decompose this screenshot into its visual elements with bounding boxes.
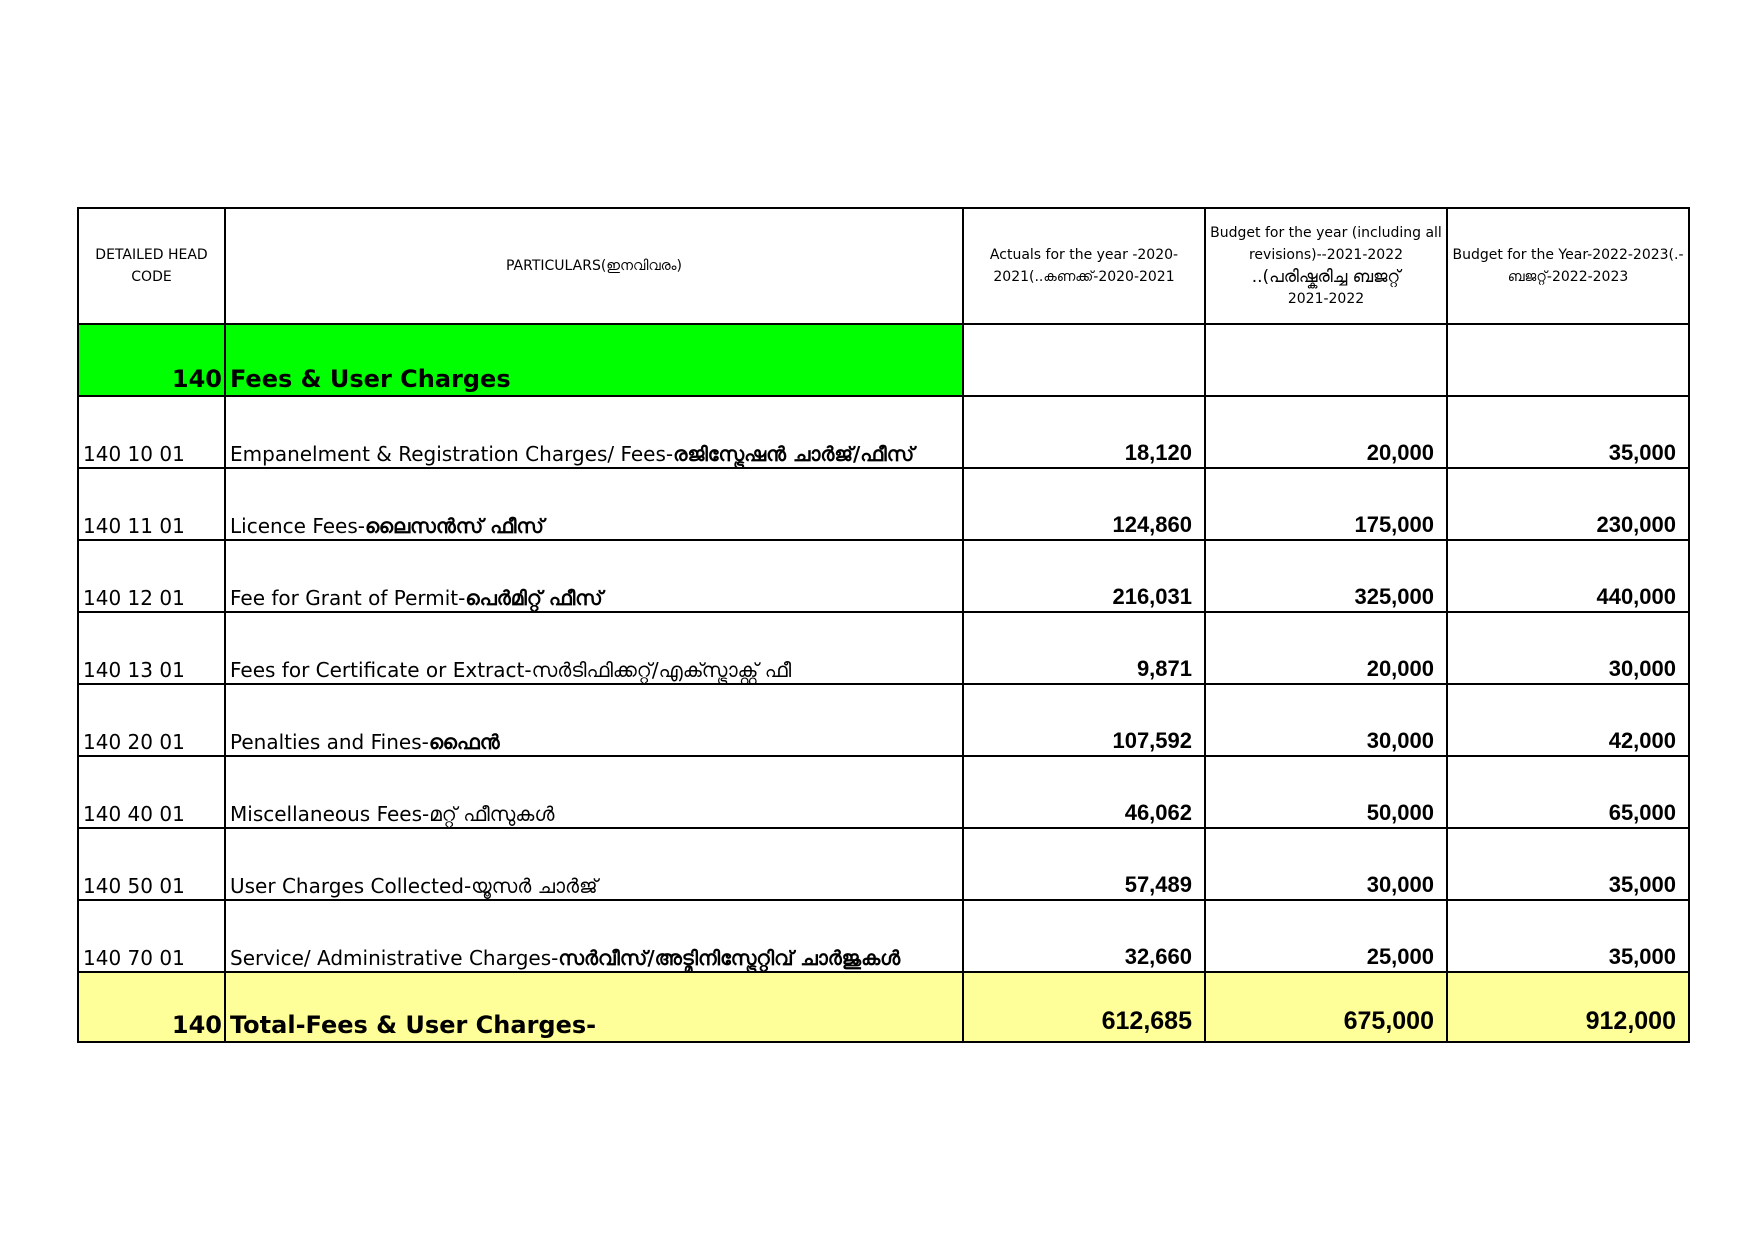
table-row (78, 468, 1689, 540)
row-label-en: Licence Fees- (230, 514, 365, 538)
row-budget-next: 42,000 (1447, 684, 1689, 756)
row-particulars (225, 468, 963, 540)
row-particulars (225, 540, 963, 612)
row-label-ml: പെർമിറ്റ് ഫീസ് (465, 586, 603, 610)
table-row (78, 540, 1689, 612)
row-code: 140 12 01 (78, 540, 225, 612)
row-label-en: Service/ Administrative Charges- (230, 946, 559, 970)
row-label-ml: രജിസ്ട്രേഷൻ ചാർജ്/ഫീസ് (673, 442, 915, 466)
section-budget-next-cell (1447, 324, 1689, 396)
total-label: Total-Fees & User Charges- (225, 972, 963, 1042)
table-row (78, 684, 1689, 756)
header-row (78, 208, 1689, 324)
section-title: Fees & User Charges (225, 324, 963, 396)
row-label-ml: മറ്റ് ഫീസുകൾ (429, 802, 555, 826)
row-budget-next: 30,000 (1447, 612, 1689, 684)
table-row (78, 828, 1689, 900)
row-label-ml: സർടിഫിക്കറ്റ്/എക്സ്ട്രാക്റ്റ് ഫീ (531, 658, 792, 682)
row-particulars (225, 612, 963, 684)
total-code: 140 (78, 972, 225, 1042)
row-label-ml: ലൈസൻസ് ഫീസ് (365, 514, 544, 538)
table-row (78, 900, 1689, 972)
row-budget-current: 175,000 (1205, 468, 1447, 540)
row-particulars (225, 756, 963, 828)
row-budget-next: 65,000 (1447, 756, 1689, 828)
budget-table (77, 207, 1690, 1043)
row-code: 140 11 01 (78, 468, 225, 540)
header-particulars: PARTICULARS(ഇനവിവരം) (225, 208, 963, 324)
row-actuals: 32,660 (963, 900, 1205, 972)
row-actuals: 18,120 (963, 396, 1205, 468)
total-budget-current: 675,000 (1205, 972, 1447, 1042)
row-budget-next: 35,000 (1447, 828, 1689, 900)
table-row (78, 612, 1689, 684)
total-actuals: 612,685 (963, 972, 1205, 1042)
row-label-en: Fee for Grant of Permit- (230, 586, 466, 610)
header-budget-current (1205, 208, 1447, 324)
row-code: 140 70 01 (78, 900, 225, 972)
row-particulars (225, 828, 963, 900)
row-budget-next: 230,000 (1447, 468, 1689, 540)
total-row (78, 972, 1689, 1042)
header-budget-next: Budget for the Year-2022-2023(.-ബജറ്റ്-2022-2023 (1447, 208, 1689, 324)
row-label-en: Miscellaneous Fees- (230, 802, 430, 826)
row-code: 140 20 01 (78, 684, 225, 756)
row-label-en: Fees for Certificate or Extract- (230, 658, 532, 682)
row-budget-next: 440,000 (1447, 540, 1689, 612)
row-budget-current: 50,000 (1205, 756, 1447, 828)
row-code: 140 50 01 (78, 828, 225, 900)
header-code: DETAILED HEAD CODE (78, 208, 225, 324)
row-budget-current: 20,000 (1205, 396, 1447, 468)
row-code: 140 13 01 (78, 612, 225, 684)
row-budget-current: 25,000 (1205, 900, 1447, 972)
row-budget-current: 325,000 (1205, 540, 1447, 612)
row-actuals: 216,031 (963, 540, 1205, 612)
table-row (78, 396, 1689, 468)
row-label-en: Penalties and Fines- (230, 730, 429, 754)
row-budget-next: 35,000 (1447, 900, 1689, 972)
row-budget-next: 35,000 (1447, 396, 1689, 468)
row-budget-current: 30,000 (1205, 828, 1447, 900)
row-particulars (225, 684, 963, 756)
row-actuals: 107,592 (963, 684, 1205, 756)
row-label-ml: സർവീസ്/അട്മിനിസ്ട്രേറ്റിവ് ചാർജുകൾ (558, 946, 901, 970)
row-actuals: 9,871 (963, 612, 1205, 684)
header-budget-current-ml: ..(പരിഷ്കരിച്ച ബജറ്റ് (1251, 267, 1401, 287)
section-actuals-cell (963, 324, 1205, 396)
row-actuals: 124,860 (963, 468, 1205, 540)
row-actuals: 57,489 (963, 828, 1205, 900)
row-label-en: Empanelment & Registration Charges/ Fees- (230, 442, 674, 466)
row-code: 140 40 01 (78, 756, 225, 828)
header-budget-current-en: Budget for the year (including all revisions)--2021-2022 (1210, 225, 1442, 263)
header-actuals: Actuals for the year -2020-2021(..കണക്ക്-2020-2021 (963, 208, 1205, 324)
row-particulars (225, 900, 963, 972)
section-budget-current-cell (1205, 324, 1447, 396)
row-label-en: User Charges Collected- (230, 874, 472, 898)
table-row (78, 756, 1689, 828)
row-budget-current: 30,000 (1205, 684, 1447, 756)
section-row (78, 324, 1689, 396)
row-particulars (225, 396, 963, 468)
section-code: 140 (78, 324, 225, 396)
row-label-ml: ഫൈൻ (428, 730, 500, 754)
row-code: 140 10 01 (78, 396, 225, 468)
header-budget-current-year: 2021-2022 (1287, 291, 1365, 307)
row-actuals: 46,062 (963, 756, 1205, 828)
total-budget-next: 912,000 (1447, 972, 1689, 1042)
row-budget-current: 20,000 (1205, 612, 1447, 684)
row-label-ml: യൂസർ ചാർജ് (471, 874, 598, 898)
